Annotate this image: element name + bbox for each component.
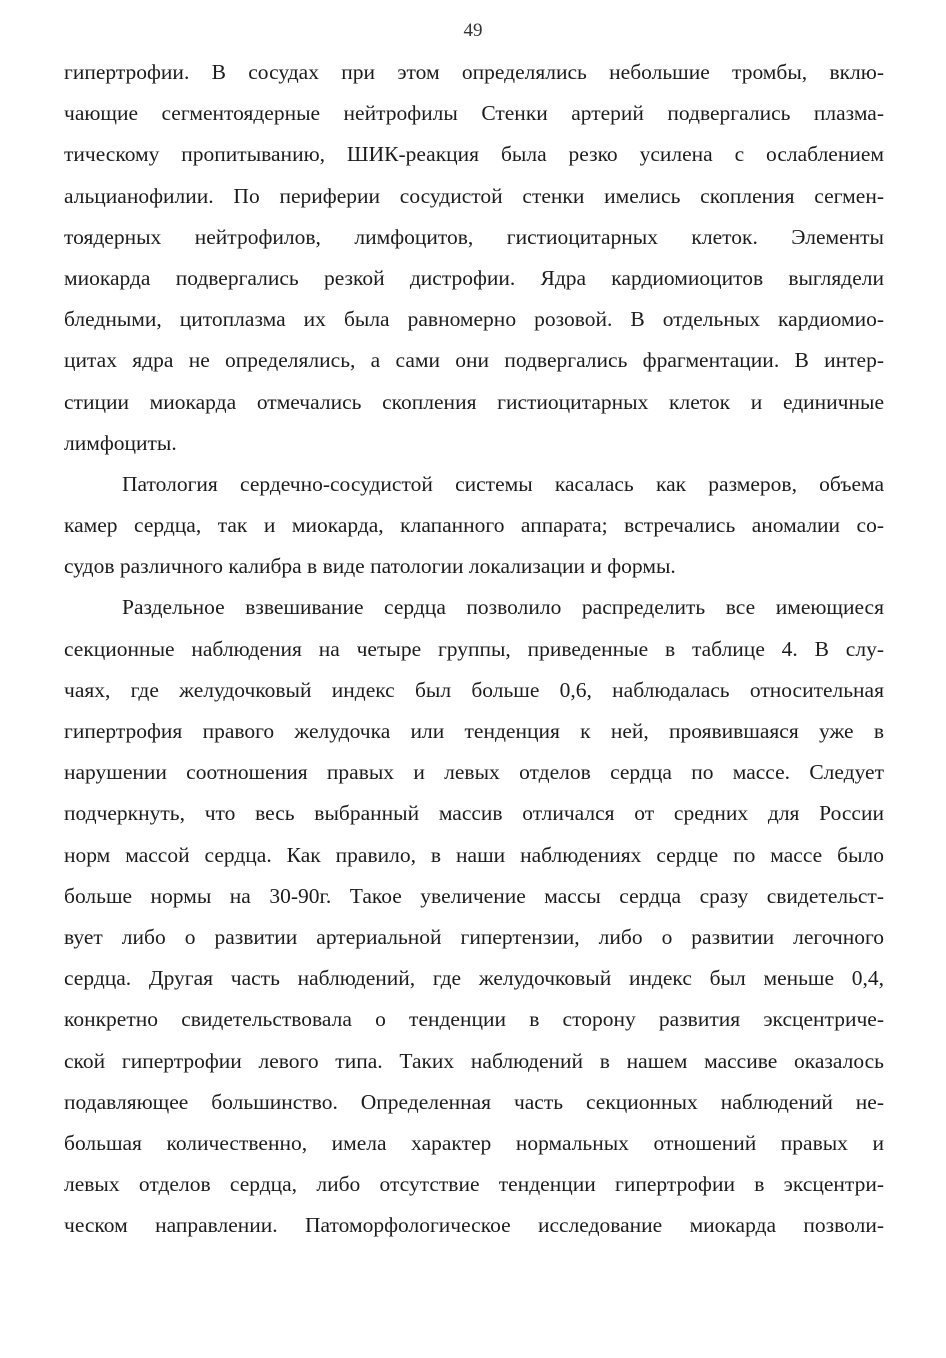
text-line: бледными, цитоплазма их была равномерно розовой. В отдельных кардиомио-	[64, 307, 884, 332]
text-line: ской гипертрофии левого типа. Таких наблюдений в нашем массиве оказалось	[64, 1048, 884, 1073]
text-line: тоядерных нейтрофилов, лимфоцитов, гистиоцитарных клеток. Элементы	[64, 224, 884, 249]
text-line: подавляющее большинство. Определенная часть секционных наблюдений не-	[64, 1089, 884, 1114]
text-line: камер сердца, так и миокарда, клапанного аппарата; встречались аномалии со-	[64, 513, 884, 538]
text-line: сердца. Другая часть наблюдений, где желудочковый индекс был меньше 0,4,	[64, 966, 884, 991]
text-line: большая количественно, имела характер нормальных отношений правых и	[64, 1130, 884, 1155]
text-line: гипертрофии. В сосудах при этом определялись небольшие тромбы, вклю-	[64, 60, 884, 84]
paragraph	[64, 464, 884, 588]
text-line: миокарда подвергались резкой дистрофии. Ядра кардиомиоцитов выглядели	[64, 265, 884, 290]
paragraph	[64, 52, 884, 464]
text-line: цитах ядра не определялись, а сами они подвергались фрагментации. В интер-	[64, 348, 884, 373]
text-line: ческом направлении. Патоморфологическое исследование миокарда позволи-	[64, 1213, 884, 1238]
text-line: левых отделов сердца, либо отсутствие тенденции гипертрофии в эксцентри-	[64, 1172, 884, 1197]
text-line: конкретно свидетельствовала о тенденции в сторону развития эксцентриче-	[64, 1007, 884, 1032]
page-number: 49	[463, 20, 483, 41]
text-line: чающие сегментоядерные нейтрофилы Стенки артерий подвергались плазма-	[64, 101, 884, 126]
text-line: Патология сердечно-сосудистой системы касалась как размеров, объема	[122, 471, 884, 496]
text-line: нарушении соотношения правых и левых отделов сердца по массе. Следует	[64, 760, 884, 785]
text-line: альцианофилии. По периферии сосудистой стенки имелись скопления сегмен-	[64, 183, 884, 208]
text-line: секционные наблюдения на четыре группы, приведенные в таблице 4. В слу-	[64, 636, 884, 661]
text-line: гипертрофия правого желудочка или тенденция к ней, проявившаяся уже в	[64, 719, 884, 743]
text-line: больше нормы на 30-90г. Такое увеличение массы сердца сразу свидетельст-	[64, 883, 884, 908]
text-line: лимфоциты.	[64, 430, 177, 455]
text-line: Раздельное взвешивание сердца позволило распределить все имеющиеся	[122, 595, 884, 620]
text-line: чаях, где желудочковый индекс был больше 0,6, наблюдалась относительная	[64, 677, 884, 702]
body-text	[64, 52, 884, 1246]
paragraph	[64, 587, 884, 1246]
text-line: судов различного калибра в виде патологии локализации и формы.	[64, 554, 676, 579]
text-line: подчеркнуть, что весь выбранный массив отличался от средних для России	[64, 801, 884, 826]
text-line: тическому пропитыванию, ШИК-реакция была резко усилена с ослаблением	[64, 142, 884, 167]
text-line: стиции миокарда отмечались скопления гистиоцитарных клеток и единичные	[64, 389, 884, 414]
text-line: норм массой сердца. Как правило, в наши наблюдениях сердце по массе было	[64, 842, 884, 867]
text-line: вует либо о развитии артериальной гипертензии, либо о развитии легочного	[64, 924, 884, 949]
